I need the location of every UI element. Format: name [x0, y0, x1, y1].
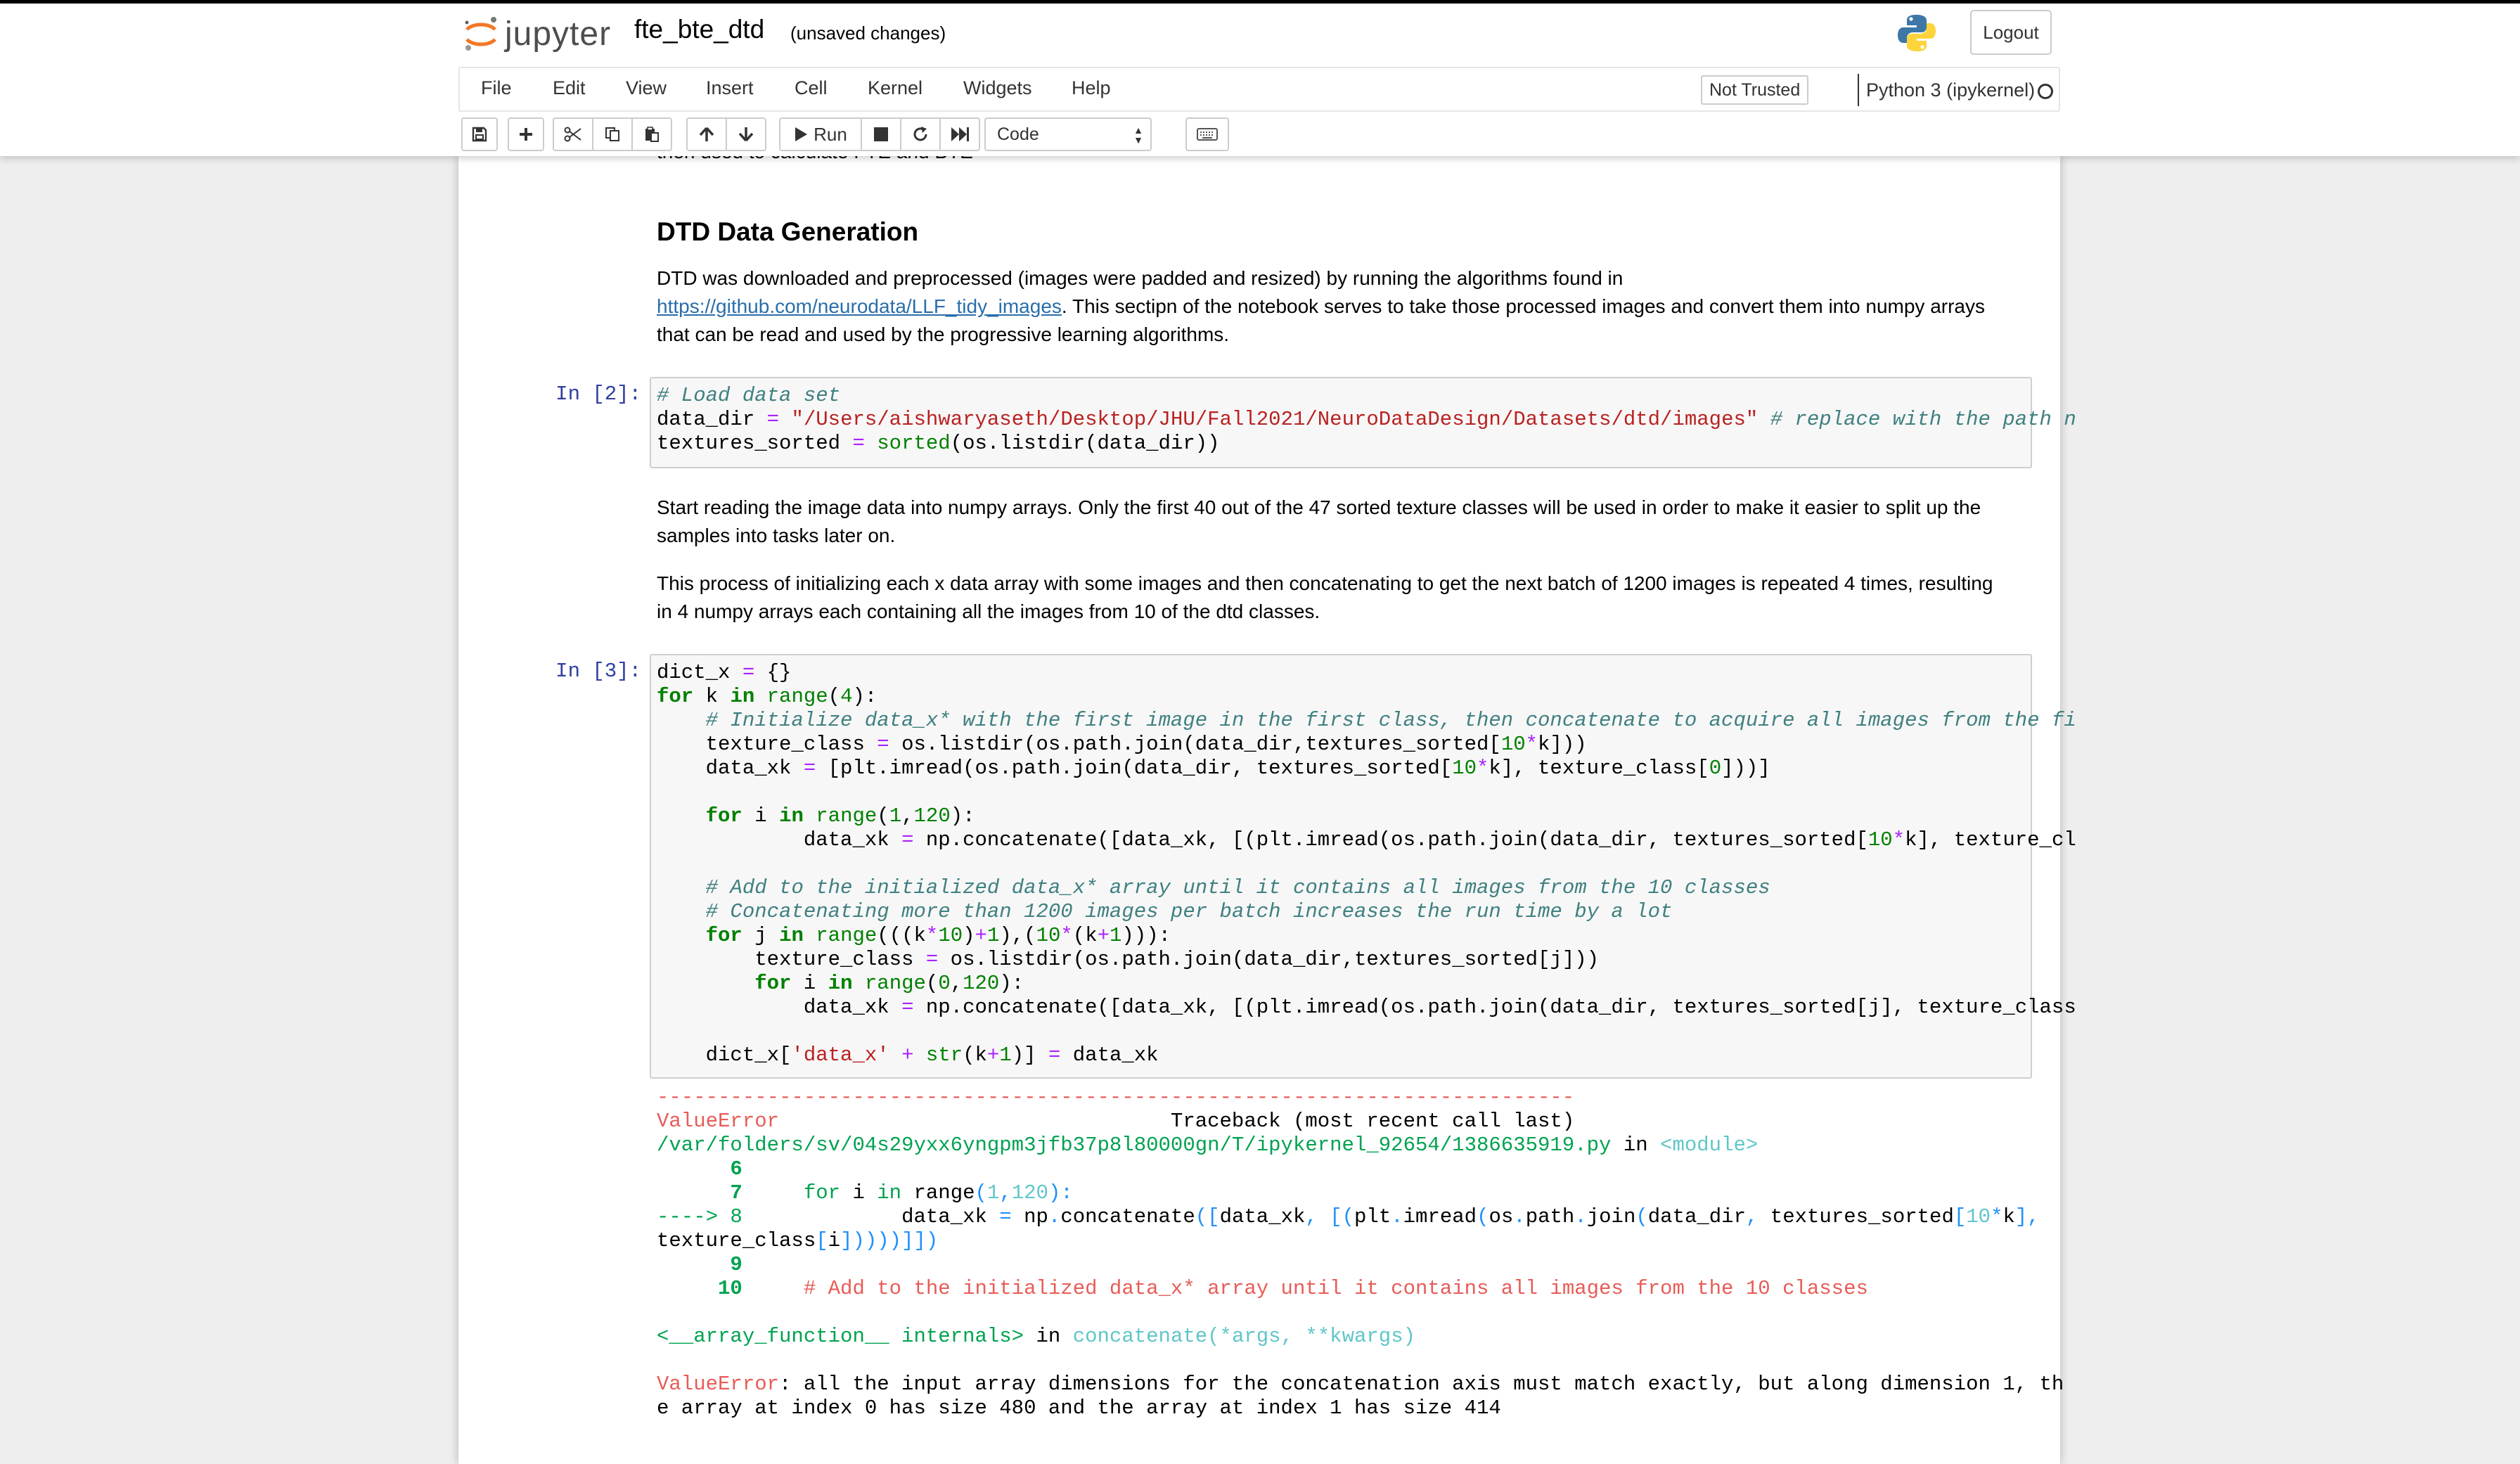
fast-forward-icon: [951, 127, 969, 142]
keyboard-icon: [1197, 127, 1218, 141]
kernel-idle-icon: [2038, 84, 2053, 99]
section-heading: DTD Data Generation: [657, 217, 919, 246]
menu-kernel[interactable]: Kernel: [868, 77, 923, 98]
error-output: --------------------------------------------------------------------------- ValueError Traceback (most recent call last) /var/folders/sv/04s29yxx6yngpm3jfb37p8l80000gn/T/ipykernel_92654/1386635919.py in <module> 6 7 for i in range(1,120): ----> 8 data_xk = np.concatenate([data_xk, [(plt.imread(os.path.join(data_dir, textures_sorted[10*k], texture_class[i]))))]]) 9 10 # Add to the initialized data_x* array until it contains all images from the 10 classes <__array_function__ internals> in concatenate(*args, **kwargs) ValueError: all the input array dimensions for the concatenation axis must match exactly, but along dimension 1, th e array at index 0 has size 480 and the array at index 1 has size 414: [657, 1086, 2064, 1420]
menu-cell[interactable]: Cell: [795, 77, 828, 98]
plus-icon: [518, 126, 534, 143]
error-name: ValueError: [657, 1110, 780, 1133]
traceback-file: /var/folders/sv/04s29yxx6yngpm3jfb37p8l80000gn/T/ipykernel_92654/1386635919.py: [657, 1134, 1612, 1157]
paste-button[interactable]: [631, 117, 672, 151]
md-line: Start reading the image data into numpy arrays. Only the first 40 out of the 47 sorted texture classes will be used in order to make it easier to split up the: [657, 496, 1981, 518]
copy-button[interactable]: [592, 117, 633, 151]
save-icon: [471, 126, 488, 143]
interrupt-button[interactable]: [861, 117, 901, 151]
error-message-line2: e array at index 0 has size 480 and the array at index 1 has size 414: [657, 1396, 1501, 1420]
stop-icon: [873, 127, 889, 142]
copy-icon: [604, 126, 621, 143]
cell-type-select[interactable]: [984, 117, 1152, 151]
menu-view[interactable]: View: [626, 77, 667, 98]
traceback-header: Traceback (most recent call last): [1170, 1110, 1575, 1133]
arrow-down-icon: [738, 126, 754, 143]
save-button[interactable]: [461, 117, 498, 151]
traceback-in: in: [1611, 1134, 1661, 1157]
restart-run-all-button[interactable]: [939, 117, 980, 151]
notebook-name[interactable]: fte_bte_dtd: [634, 15, 765, 44]
menubar: [458, 67, 2060, 112]
cut-button[interactable]: [553, 117, 593, 151]
md-line: samples into tasks later on.: [657, 525, 896, 546]
jupyter-logo-icon: [463, 15, 499, 52]
insert-cell-button[interactable]: [508, 117, 544, 151]
md-line-rest: . This sectipn of the notebook serves to take those processed images and convert them into numpy arrays: [1061, 295, 1985, 317]
error-name-final: ValueError: [657, 1373, 780, 1396]
select-arrows-icon: ▲ ▼: [1133, 124, 1143, 146]
code-cell-load-dataset[interactable]: [650, 377, 2076, 468]
kernel-name[interactable]: Python 3 (ipykernel): [1858, 74, 2035, 106]
github-link[interactable]: https://github.com/neurodata/LLF_tidy_images: [657, 295, 1062, 317]
arrow-up-icon: [698, 126, 715, 143]
not-trusted-button[interactable]: Not Trusted: [1701, 75, 1808, 105]
menu-help[interactable]: Help: [1072, 77, 1111, 98]
internals-frame: <__array_function__ internals>: [657, 1325, 1024, 1348]
notebook-container: [458, 156, 2076, 1464]
traceback-module: <module>: [1660, 1134, 1759, 1157]
restart-icon: [912, 126, 929, 143]
menu-edit[interactable]: Edit: [553, 77, 586, 98]
menu-widgets[interactable]: Widgets: [963, 77, 1032, 98]
menu-file[interactable]: File: [481, 77, 512, 98]
md-line: DTD was downloaded and preprocessed (images were padded and resized) by running the algorithms found in: [657, 267, 1624, 289]
logout-button[interactable]: Logout: [1970, 10, 2052, 55]
internals-func: concatenate(*args, **kwargs): [1072, 1325, 1415, 1348]
restart-button[interactable]: [900, 117, 941, 151]
play-icon: [794, 127, 808, 142]
run-button[interactable]: [779, 117, 862, 151]
run-label: Run: [814, 123, 847, 145]
code-editor[interactable]: # Load data set data_dir = "/Users/aishwaryaseth/Desktop/JHU/Fall2021/NeuroDataDesign/Datasets/dtd/images" # replace with the path n textures_sorted = sorted(os.listdir(data_dir)): [657, 384, 2076, 455]
markdown-cell-dtd-description[interactable]: [657, 264, 2028, 349]
header-container: [458, 4, 2060, 160]
error-message-line1: : all the input array dimensions for the concatenation axis must match exactly, but along dimension 1, th: [779, 1373, 2064, 1396]
move-up-button[interactable]: [686, 117, 727, 151]
save-status: (unsaved changes): [790, 23, 946, 44]
input-prompt: In [2]:: [555, 383, 641, 406]
move-down-button[interactable]: [726, 117, 766, 151]
logo-text: jupyter: [505, 15, 612, 53]
code-cell-build-arrays[interactable]: [650, 654, 2076, 1079]
code-editor[interactable]: dict_x = {} for k in range(4): # Initialize data_x* with the first image in the first class, then concatenate to acquire all images from the fi texture_class = os.listdir(os.path.join(data_dir,textures_sorted[10*k])) data_xk = [plt.imread(os.path.join(data_dir, textures_sorted[10*k], texture_class[0]))] for i in range(1,120): data_xk = np.concatenate([data_xk, [(plt.imread(os.path.join(data_dir, textures_sorted[10*k], texture_cl # Add to the initialized data_x* array until it contains all images from the 10 classes # Concatenating more than 1200 images per batch increases the run time by a lot for j in range(((k*10)+1),(10*(k+1))): texture_class = os.listdir(os.path.join(data_dir,textures_sorted[j])) for i in range(0,120): data_xk = np.concatenate([data_xk, [(plt.imread(os.path.join(data_dir, textures_sorted[j], texture_class dict_x['data_x' + str(k+1)] = data_xk: [657, 661, 2076, 1067]
md-line: [657, 293, 2028, 321]
md-line: in 4 numpy arrays each containing all the images from 10 of the dtd classes.: [657, 601, 1320, 622]
md-line: that can be read and used by the progressive learning algorithms.: [657, 323, 1230, 345]
md-line: This process of initializing each x data array with some images and then concatenating to get the next batch of 1200 images is repeated 4 times, resulting: [657, 572, 1993, 594]
command-palette-button[interactable]: [1185, 117, 1229, 151]
paste-icon: [643, 126, 660, 143]
cell-type-value: Code: [997, 124, 1039, 144]
menu-insert[interactable]: Insert: [706, 77, 754, 98]
input-prompt: In [3]:: [555, 660, 641, 683]
internals-in: in: [1024, 1325, 1073, 1348]
notebook-header: [0, 0, 2520, 156]
traceback-divider: ---------------------------------------------------------------------------: [657, 1086, 1575, 1109]
python-logo-icon: [1896, 12, 1938, 54]
markdown-cell-reading-description[interactable]: [657, 494, 2028, 626]
scissors-icon: [564, 126, 582, 143]
toolbar: [458, 117, 2060, 153]
jupyter-logo[interactable]: [463, 9, 611, 58]
